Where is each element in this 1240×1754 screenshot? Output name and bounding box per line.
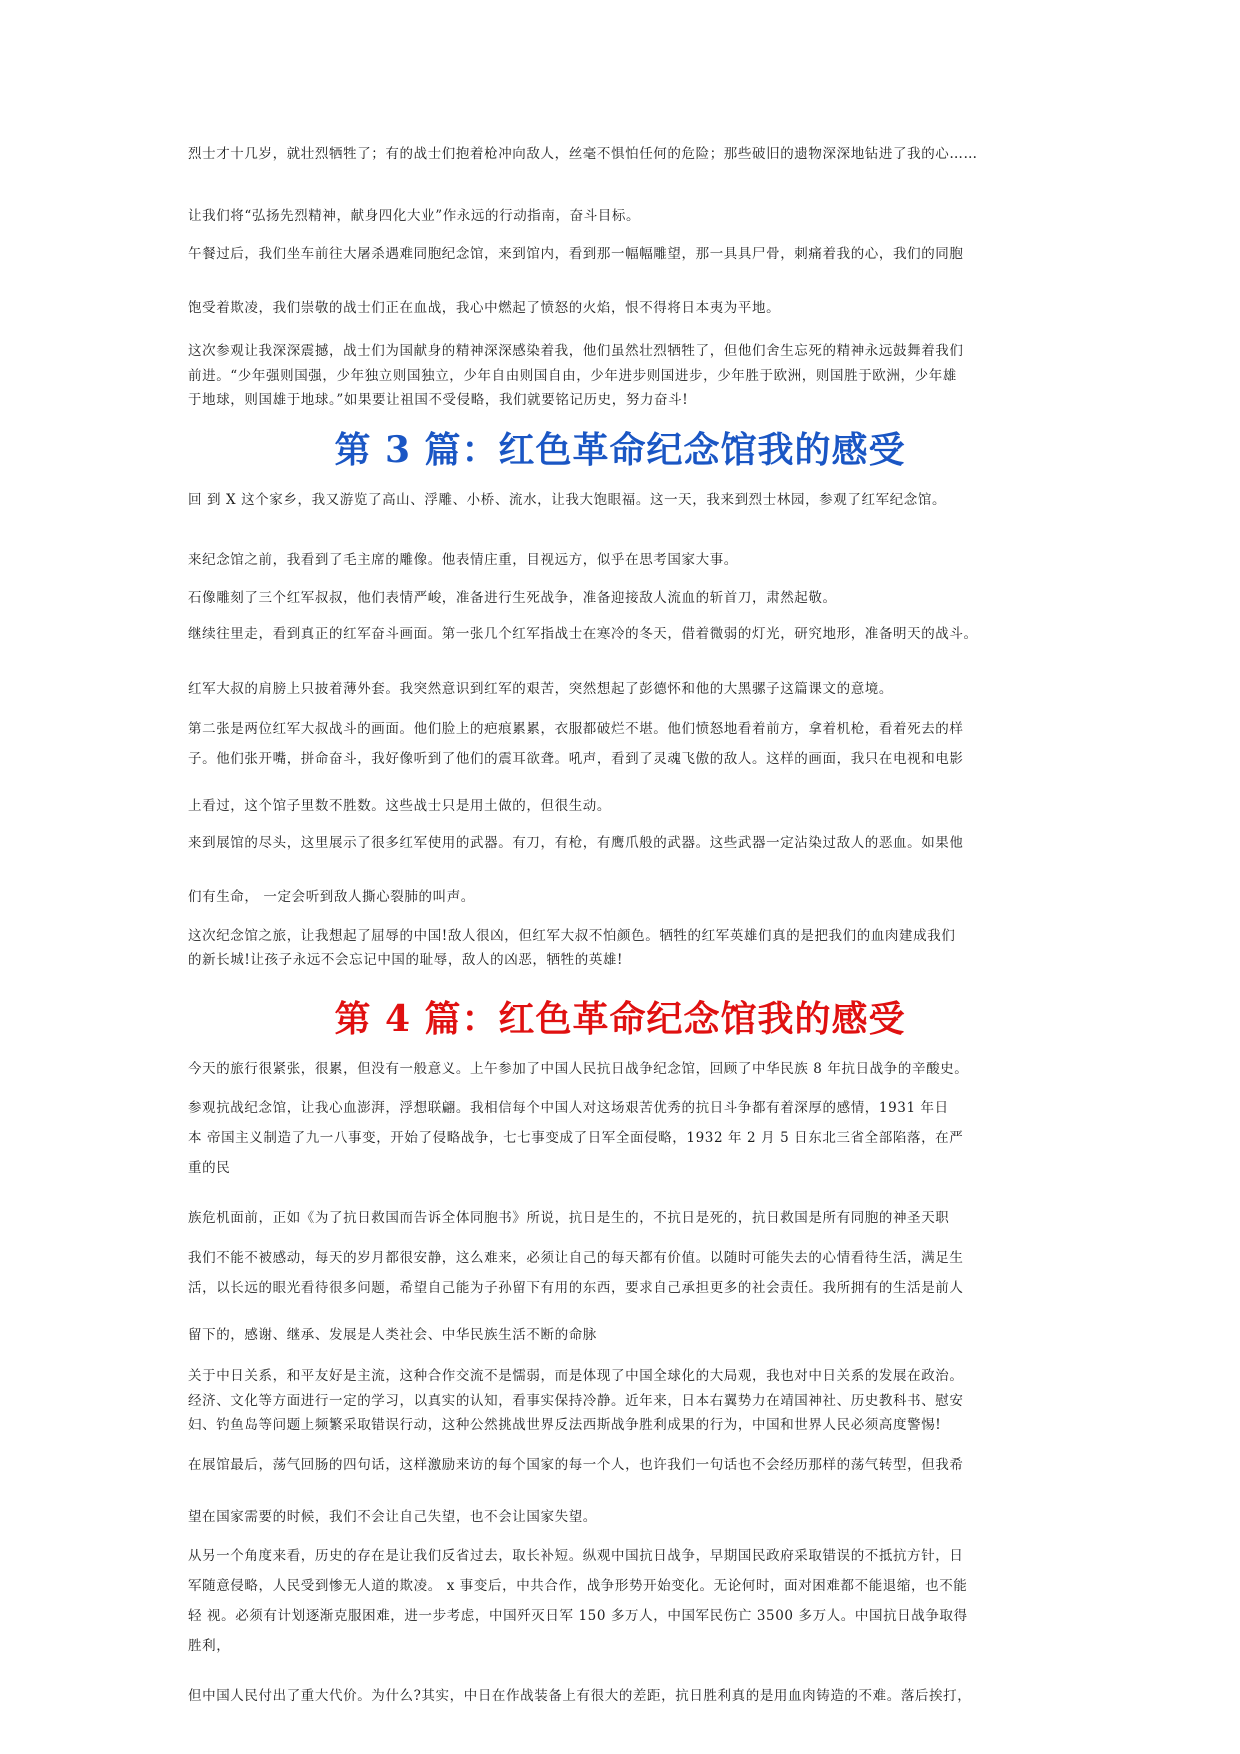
paragraph-line: 们有生命， 一定会听到敌人撕心裂肺的叫声。 <box>188 889 475 905</box>
paragraph-line: 本 帝国主义制造了九一八事变，开始了侵略战争，七七事变成了日军全面侵略，1932 年 2 月 5 日东北三省全部陷落，在严 <box>188 1130 964 1146</box>
paragraph-line: 子。他们张开嘴，拼命奋斗，我好像听到了他们的震耳欲聋。吼声，看到了灵魂飞傲的敌人。这样的画面，我只在电视和电影 <box>188 751 964 767</box>
paragraph-line: 活，以长远的眼光看待很多问题，希望自己能为子孙留下有用的东西，要求自己承担更多的社会责任。我所拥有的生活是前人 <box>188 1280 964 1296</box>
paragraph-line: 让我们将“弘扬先烈精神，献身四化大业”作永远的行动指南，奋斗目标。 <box>188 208 641 224</box>
paragraph-line: 前进。“少年强则国强，少年独立则国独立，少年自由则国自由，少年进步则国进步，少年胜于欧洲，则国胜于欧洲，少年雄 <box>188 368 957 384</box>
paragraph-line: 今天的旅行很紧张，很累，但没有一般意义。上午参加了中国人民抗日战争纪念馆，回顾了中华民族 8 年抗日战争的辛酸史。 <box>188 1061 969 1077</box>
paragraph-line: 但中国人民付出了重大代价。为什么?其实，中日在作战装备上有很大的差距，抗日胜利真的是用血肉铸造的不难。落后挨打， <box>188 1688 972 1704</box>
paragraph-line: 继续往里走，看到真正的红军奋斗画面。第一张几个红军指战士在寒冷的冬天，借着微弱的灯光，研究地形，准备明天的战斗。 <box>188 626 978 642</box>
paragraph-line: 经济、文化等方面进行一定的学习，以真实的认知，看事实保持冷静。近年来，日本右翼势力在靖国神社、历史教科书、慰安 <box>188 1393 964 1409</box>
paragraph-line: 来到展馆的尽头，这里展示了很多红军使用的武器。有刀，有枪，有鹰爪般的武器。这些武器一定沾染过敌人的恶血。如果他 <box>188 835 964 851</box>
paragraph-line: 这次参观让我深深震撼，战士们为国献身的精神深深感染着我，他们虽然壮烈牺牲了，但他们舍生忘死的精神永远鼓舞着我们 <box>188 343 964 359</box>
paragraph-line: 饱受着欺凌，我们崇敬的战士们正在血战，我心中燃起了愤怒的火焰，恨不得将日本夷为平地。 <box>188 300 781 316</box>
section-4-heading: 第 4 篇：红色革命纪念馆我的感受 <box>334 998 906 1040</box>
paragraph-line: 这次纪念馆之旅，让我想起了屈辱的中国!敌人很凶，但红军大叔不怕颜色。牺牲的红军英雄们真的是把我们的血肉建成我们 <box>188 928 956 944</box>
paragraph-line: 轻 视。必须有计划逐渐克服困难，进一步考虑，中国歼灭日军 150 多万人，中国军民伤亡 3500 多万人。中国抗日战争取得 <box>188 1608 968 1624</box>
paragraph-line: 红军大叔的肩膀上只披着薄外套。我突然意识到红军的艰苦，突然想起了彭德怀和他的大黑骡子这篇课文的意境。 <box>188 681 893 697</box>
paragraph-line: 石像雕刻了三个红军叔叔，他们表情严峻，准备进行生死战争，准备迎接敌人流血的斩首刀，肃然起敬。 <box>188 590 837 606</box>
paragraph-line: 来纪念馆之前，我看到了毛主席的雕像。他表情庄重，目视远方，似乎在思考国家大事。 <box>188 552 738 568</box>
paragraph-line: 我们不能不被感动，每天的岁月都很安静，这么难来，必须让自己的每天都有价值。以随时可能失去的心情看待生活，满足生 <box>188 1250 964 1266</box>
paragraph-line: 参观抗战纪念馆，让我心血澎湃，浮想联翩。我相信每个中国人对这场艰苦优秀的抗日斗争都有着深厚的感情，1931 年日 <box>188 1100 949 1116</box>
paragraph-line: 从另一个角度来看，历史的存在是让我们反省过去，取长补短。纵观中国抗日战争，早期国民政府采取错误的不抵抗方针，日 <box>188 1548 964 1564</box>
paragraph-line: 胜利， <box>188 1638 231 1654</box>
paragraph-line: 午餐过后，我们坐车前往大屠杀遇难同胞纪念馆，来到馆内，看到那一幅幅雕望，那一具具尸骨，刺痛着我的心，我们的同胞 <box>188 246 964 262</box>
paragraph-line: 上看过，这个馆子里数不胜数。这些战士只是用土做的，但很生动。 <box>188 798 611 814</box>
paragraph-line: 于地球，则国雄于地球。”如果要让祖国不受侵略，我们就要铭记历史，努力奋斗! <box>188 392 689 408</box>
paragraph-line: 族危机面前，正如《为了抗日救国而告诉全体同胞书》所说，抗日是生的，不抗日是死的，抗日救国是所有同胞的神圣天职 <box>188 1210 950 1226</box>
paragraph-line: 关于中日关系，和平友好是主流，这种合作交流不是懦弱，而是体现了中国全球化的大局观，我也对中日关系的发展在政治。 <box>188 1368 964 1384</box>
paragraph-line: 第二张是两位红军大叔战斗的画面。他们脸上的疤痕累累，衣服都破烂不堪。他们愤怒地看着前方，拿着机枪，看着死去的样 <box>188 721 964 737</box>
section-3-heading: 第 3 篇：红色革命纪念馆我的感受 <box>334 429 906 471</box>
paragraph-line: 重的民 <box>188 1160 231 1176</box>
paragraph-line: 望在国家需要的时候，我们不会让自己失望，也不会让国家失望。 <box>188 1509 597 1525</box>
paragraph-line: 的新长城!让孩子永远不会忘记中国的耻辱，敌人的凶恶，牺牲的英雄! <box>188 952 624 968</box>
paragraph-line: 留下的，感谢、继承、发展是人类社会、中华民族生活不断的命脉 <box>188 1327 597 1343</box>
paragraph-line: 在展馆最后，荡气回肠的四句话，这样激励来访的每个国家的每一个人，也许我们一句话也不会经历那样的荡气转型，但我希 <box>188 1457 964 1473</box>
paragraph-line: 军随意侵略，人民受到惨无人道的欺凌。 x 事变后，中共合作，战争形势开始变化。无论何时，面对困难都不能退缩，也不能 <box>188 1578 968 1594</box>
paragraph-line: 妇、钓鱼岛等问题上频繁采取错误行动，这种公然挑战世界反法西斯战争胜利成果的行为，中国和世界人民必须高度警惕! <box>188 1417 942 1433</box>
paragraph-line: 烈士才十几岁，就壮烈牺牲了；有的战士们抱着枪冲向敌人，丝毫不惧怕任何的危险；那些破旧的遗物深深地钻进了我的心…… <box>188 146 978 162</box>
paragraph-line: 回 到 X 这个家乡，我又游览了高山、浮雕、小桥、流水，让我大饱眼福。这一天，我来到烈士林园，参观了红军纪念馆。 <box>188 492 947 508</box>
